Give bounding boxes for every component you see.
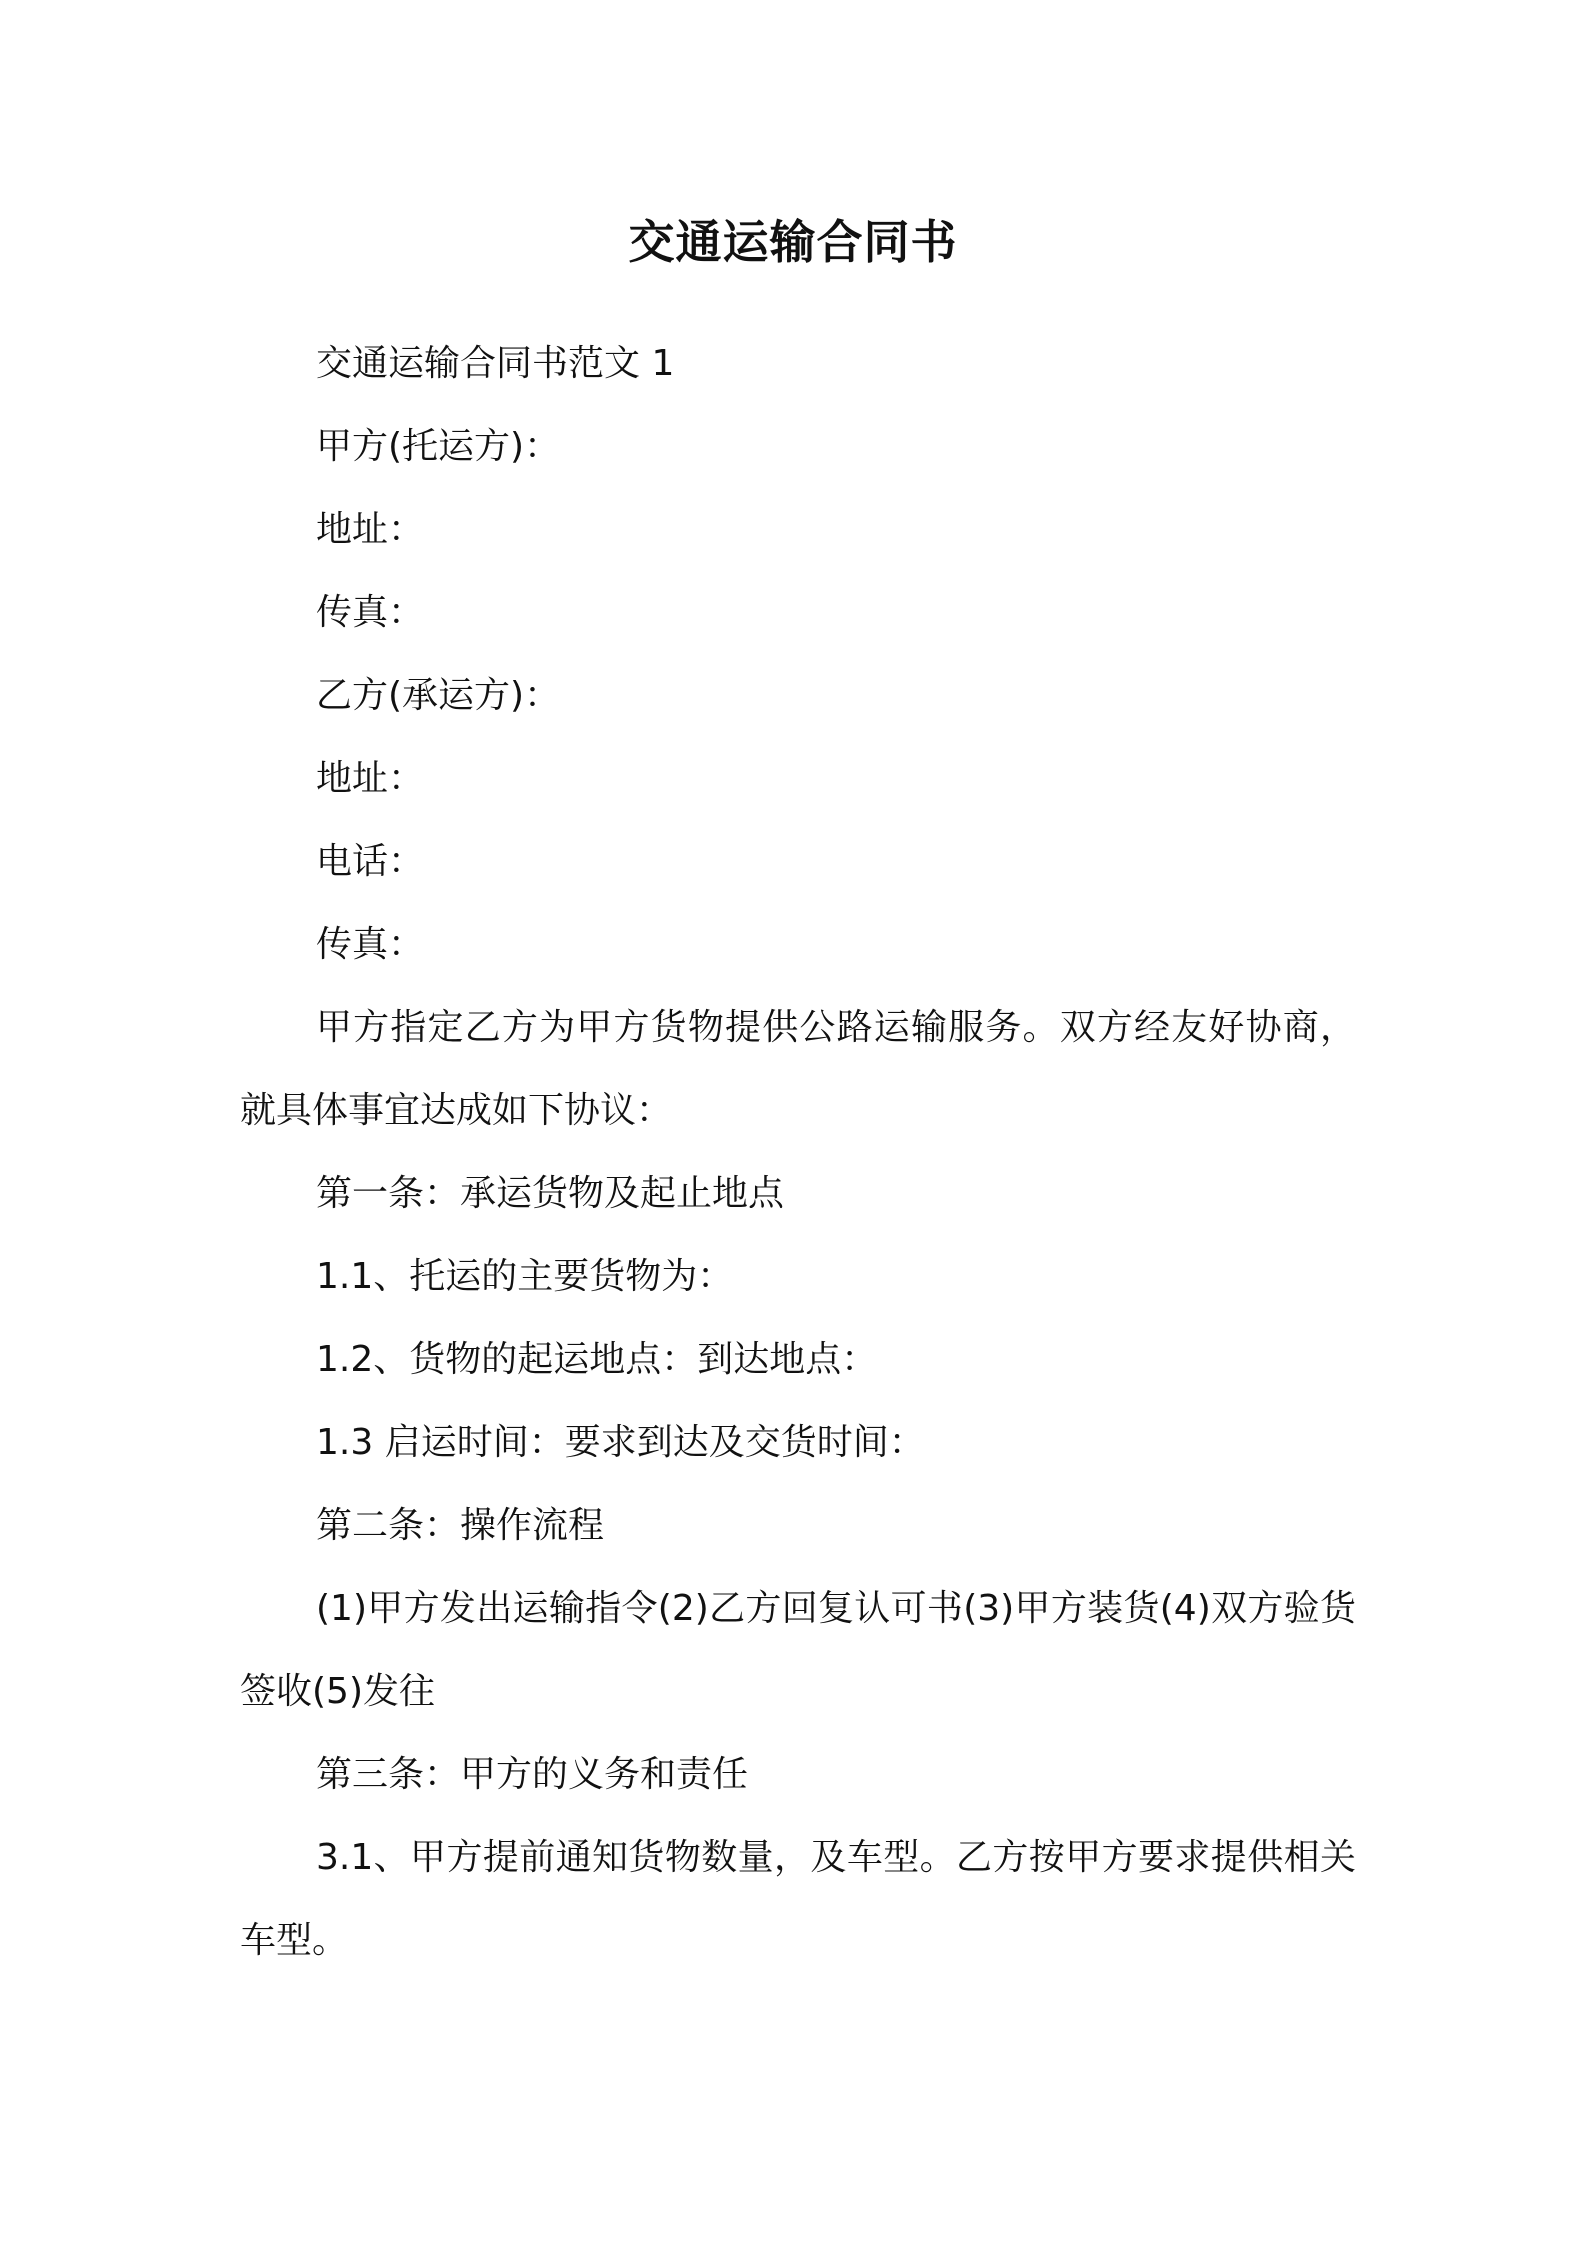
party-b-label: 乙方(承运方)： xyxy=(316,675,561,716)
clause-1-2: 1.2、货物的起运地点：到达地点： xyxy=(316,1339,878,1380)
clause-1-1: 1.1、托运的主要货物为： xyxy=(316,1256,734,1297)
party-a-label: 甲方(托运方)： xyxy=(316,426,561,467)
party-a-fax-label: 传真： xyxy=(316,592,425,633)
article-two-heading: 第二条：操作流程 xyxy=(316,1505,605,1546)
clause-1-3: 1.3 启运时间：要求到达及交货时间： xyxy=(316,1422,925,1463)
operation-process-paragraph: (1)甲方发出运输指令(2)乙方回复认可书(3)甲方装货(4)双方验货签收(5)发往 xyxy=(240,1588,1356,1712)
clause-3-1: 3.1、甲方提前通知货物数量，及车型。乙方按甲方要求提供相关车型。 xyxy=(240,1837,1356,1961)
party-b-address-label: 地址： xyxy=(316,758,425,799)
party-b-phone-label: 电话： xyxy=(316,841,425,882)
document-body xyxy=(240,322,1356,1982)
document-title: 交通运输合同书 xyxy=(628,215,958,269)
party-b-fax-label: 传真： xyxy=(316,924,425,965)
article-one-heading: 第一条：承运货物及起止地点 xyxy=(316,1173,785,1214)
article-three-heading: 第三条：甲方的义务和责任 xyxy=(316,1754,749,1795)
paragraph-template-heading: 交通运输合同书范文 1 xyxy=(316,343,675,384)
service-agreement-paragraph: 甲方指定乙方为甲方货物提供公路运输服务。双方经友好协商，就具体事宜达成如下协议： xyxy=(240,1007,1356,1131)
party-a-address-label: 地址： xyxy=(316,509,425,550)
